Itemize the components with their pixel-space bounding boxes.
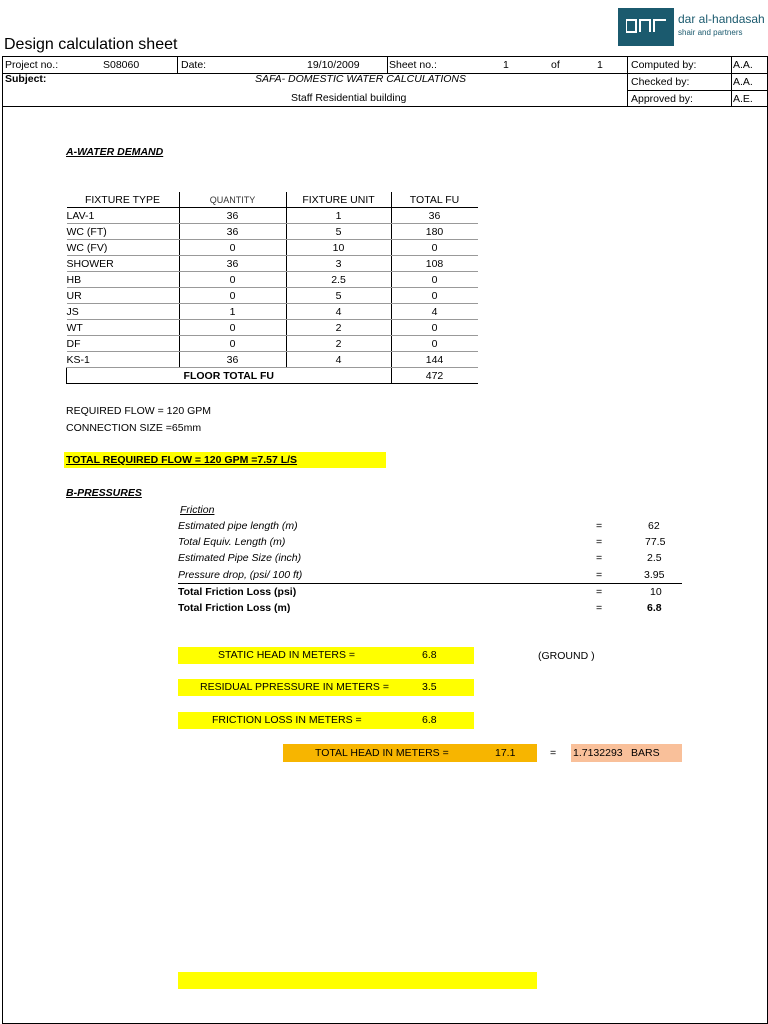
static-head-highlight bbox=[178, 647, 474, 664]
fixture-table bbox=[66, 192, 478, 384]
col-quantity: QUANTITY bbox=[179, 192, 286, 208]
friction-loss-m-label: Total Friction Loss (m) bbox=[178, 602, 291, 614]
computed-value: A.A. bbox=[733, 59, 753, 71]
checked-label: Checked by: bbox=[631, 76, 690, 88]
subject-line2: Staff Residential building bbox=[291, 92, 407, 104]
date-label: Date: bbox=[181, 59, 207, 71]
friction-loss-psi-value: 10 bbox=[650, 586, 662, 598]
total-head-eq: = bbox=[550, 747, 557, 759]
empty-highlight-bar bbox=[178, 972, 537, 989]
pressure-drop-value: 3.95 bbox=[644, 569, 665, 581]
table-row: LAV-1 36 1 36 bbox=[67, 208, 478, 224]
pipe-length-eq: = bbox=[596, 520, 603, 532]
total-required-flow: TOTAL REQUIRED FLOW = 120 GPM =7.57 L/S bbox=[66, 454, 298, 466]
friction-loss-value: 6.8 bbox=[422, 714, 437, 726]
subject-label: Subject: bbox=[5, 73, 47, 85]
pressure-drop-eq: = bbox=[596, 569, 603, 581]
floor-total-label: FLOOR TOTAL FU bbox=[67, 368, 392, 384]
friction-loss-psi-eq: = bbox=[596, 586, 603, 598]
pipe-length-value: 62 bbox=[648, 520, 660, 532]
pipe-size-value: 2.5 bbox=[647, 552, 662, 564]
sheet-value: 1 bbox=[503, 59, 509, 71]
logo-mark-icon bbox=[626, 16, 666, 36]
total-required-flow-highlight bbox=[64, 452, 386, 468]
friction-loss-m-value: 6.8 bbox=[647, 602, 662, 614]
static-head-value: 6.8 bbox=[422, 649, 437, 661]
table-row: HB 0 2.5 0 bbox=[67, 272, 478, 288]
residual-pressure-label: RESIDUAL PPRESSURE IN METERS = bbox=[200, 681, 389, 693]
bars-unit: BARS bbox=[631, 747, 660, 759]
bars-highlight bbox=[571, 744, 682, 762]
friction-label: Friction bbox=[180, 504, 215, 516]
logo-subtitle: shair and partners bbox=[678, 28, 743, 37]
table-row: KS-1 36 4 144 bbox=[67, 352, 478, 368]
pipe-size-label: Estimated Pipe Size (inch) bbox=[178, 552, 302, 564]
static-head-label: STATIC HEAD IN METERS = bbox=[218, 649, 356, 661]
pipe-length-label: Estimated pipe length (m) bbox=[178, 520, 298, 532]
connection-size: CONNECTION SIZE =65mm bbox=[66, 422, 202, 434]
friction-loss-psi-label: Total Friction Loss (psi) bbox=[178, 586, 297, 598]
table-row: WC (FV) 0 10 0 bbox=[67, 240, 478, 256]
total-head-highlight bbox=[283, 744, 537, 762]
project-label: Project no.: bbox=[5, 59, 59, 71]
bars-value: 1.7132293 bbox=[573, 747, 623, 759]
total-head-value: 17.1 bbox=[495, 747, 516, 759]
sheet-title: Design calculation sheet bbox=[4, 36, 178, 53]
friction-loss-highlight bbox=[178, 712, 474, 729]
static-head-note: (GROUND ) bbox=[538, 650, 595, 662]
sheet-label: Sheet no.: bbox=[389, 59, 437, 71]
equiv-length-value: 77.5 bbox=[645, 536, 666, 548]
required-flow: REQUIRED FLOW = 120 GPM bbox=[66, 405, 211, 417]
table-row: WC (FT) 36 5 180 bbox=[67, 224, 478, 240]
total-head-label: TOTAL HEAD IN METERS = bbox=[315, 747, 449, 759]
residual-pressure-highlight bbox=[178, 679, 474, 696]
approved-label: Approved by: bbox=[631, 93, 693, 105]
checked-value: A.A. bbox=[733, 76, 753, 88]
friction-loss-m-eq: = bbox=[596, 602, 603, 614]
residual-pressure-value: 3.5 bbox=[422, 681, 437, 693]
header-grid bbox=[2, 56, 768, 107]
table-row: UR 0 5 0 bbox=[67, 288, 478, 304]
equiv-length-eq: = bbox=[596, 536, 603, 548]
of-value: 1 bbox=[597, 59, 603, 71]
col-fixture-type: FIXTURE TYPE bbox=[67, 192, 180, 208]
pressure-drop-label: Pressure drop, (psi/ 100 ft) bbox=[178, 569, 303, 581]
table-row: DF 0 2 0 bbox=[67, 336, 478, 352]
pipe-size-eq: = bbox=[596, 552, 603, 564]
subject-line1: SAFA- DOMESTIC WATER CALCULATIONS bbox=[255, 73, 466, 85]
pressures-heading: B-PRESSURES bbox=[66, 487, 142, 499]
floor-total-value: 472 bbox=[391, 368, 478, 384]
project-value: S08060 bbox=[103, 59, 140, 71]
water-demand-heading: A-WATER DEMAND bbox=[66, 146, 164, 158]
of-label: of bbox=[551, 59, 560, 71]
table-header-row bbox=[67, 192, 478, 208]
table-row: WT 0 2 0 bbox=[67, 320, 478, 336]
equiv-length-label: Total Equiv. Length (m) bbox=[178, 536, 286, 548]
col-fixture-unit: FIXTURE UNIT bbox=[286, 192, 391, 208]
table-total-row bbox=[67, 368, 478, 384]
table-row: JS 1 4 4 bbox=[67, 304, 478, 320]
table-row: SHOWER 36 3 108 bbox=[67, 256, 478, 272]
approved-value: A.E. bbox=[733, 93, 753, 105]
friction-separator bbox=[178, 583, 682, 584]
date-value: 19/10/2009 bbox=[307, 59, 360, 71]
computed-label: Computed by: bbox=[631, 59, 697, 71]
col-total-fu: TOTAL FU bbox=[391, 192, 478, 208]
logo-name: dar al-handasah bbox=[678, 12, 765, 26]
friction-loss-label: FRICTION LOSS IN METERS = bbox=[212, 714, 362, 726]
